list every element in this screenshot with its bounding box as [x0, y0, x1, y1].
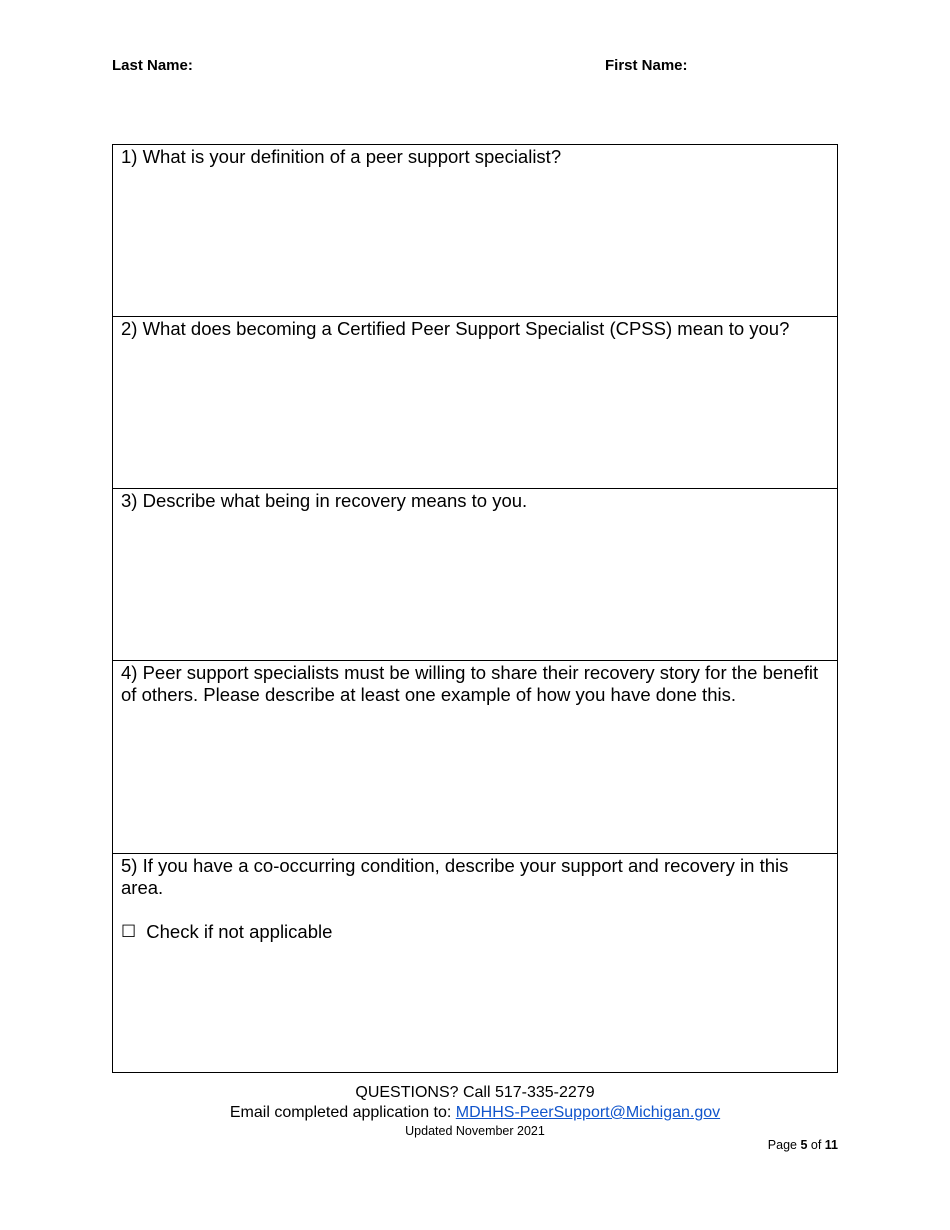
question-2-cell[interactable]	[113, 317, 837, 489]
email-link[interactable]: MDHHS-PeerSupport@Michigan.gov	[455, 1104, 721, 1121]
not-applicable-option[interactable]	[121, 921, 829, 943]
email-line	[0, 1104, 950, 1122]
updated-date: Updated November 2021	[405, 1124, 545, 1138]
first-name-label: First Name:	[605, 57, 688, 74]
page-of: of	[807, 1138, 825, 1152]
questions-table	[112, 144, 838, 1073]
email-prefix: Email completed application to:	[229, 1104, 456, 1121]
question-3-text: 3) Describe what being in recovery means to you.	[121, 490, 528, 511]
question-2-text: 2) What does becoming a Certified Peer Support Specialist (CPSS) mean to you?	[121, 318, 790, 339]
page-total: 11	[824, 1138, 838, 1152]
page-prefix: Page	[767, 1138, 801, 1152]
page-current: 5	[800, 1138, 808, 1152]
questions-phone-line: QUESTIONS? Call 517-335-2279	[355, 1084, 595, 1101]
question-1-text: 1) What is your definition of a peer support specialist?	[121, 146, 562, 167]
not-applicable-checkbox[interactable]: ☐	[121, 922, 137, 942]
question-3-cell[interactable]	[113, 489, 837, 661]
question-5-text: 5) If you have a co-occurring condition, describe your support and recovery in this area.	[121, 855, 789, 898]
page-number	[768, 1138, 838, 1152]
question-5-cell[interactable]	[113, 854, 837, 1072]
question-1-cell[interactable]	[113, 145, 837, 317]
last-name-label: Last Name:	[112, 57, 193, 74]
question-4-cell[interactable]	[113, 661, 837, 854]
question-4-text: 4) Peer support specialists must be willing to share their recovery story for the benefit of others. Please describe at least one example of how you have done this.	[121, 662, 819, 705]
not-applicable-label: Check if not applicable	[146, 921, 333, 942]
